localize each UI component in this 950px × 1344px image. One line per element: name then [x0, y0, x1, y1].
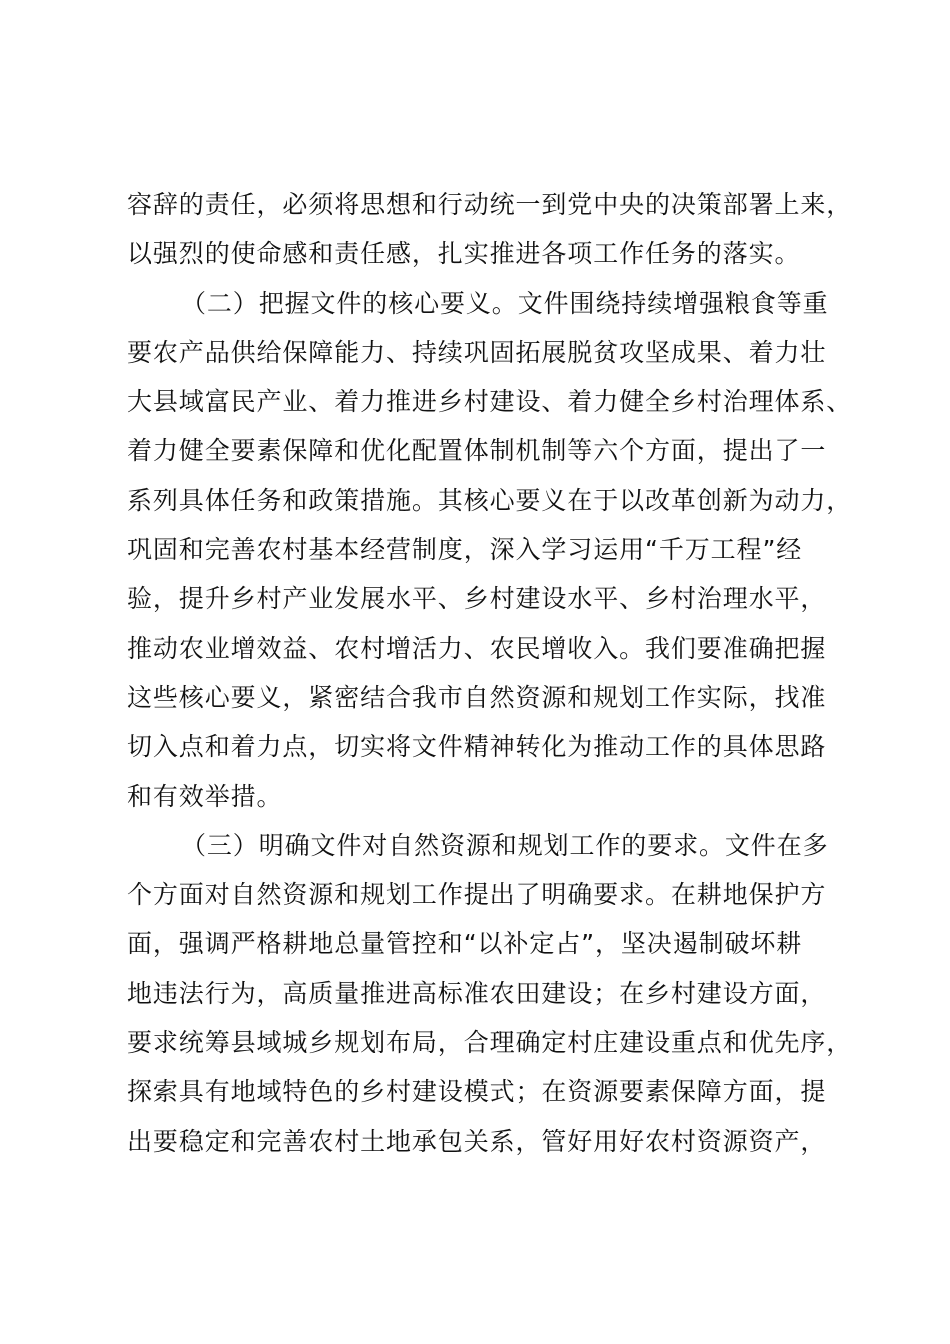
text-line: 要农产品供给保障能力、持续巩固拓展脱贫攻坚成果、着力壮 — [127, 337, 827, 367]
text-line: 着力健全要素保障和优化配置体制机制等六个方面，提出了一 — [127, 436, 827, 466]
section-heading-line: （二）把握文件的核心要义。文件围绕持续增强粮食等重 — [181, 288, 829, 318]
text-line: 地违法行为，高质量推进高标准农田建设；在乡村建设方面， — [127, 978, 827, 1008]
text-line: 面，强调严格耕地总量管控和“以补定占”，坚决遏制破坏耕 — [127, 929, 803, 959]
text-line: 切入点和着力点，切实将文件精神转化为推动工作的具体思路 — [127, 732, 827, 762]
document-body — [127, 180, 853, 1166]
text-line: 以强烈的使命感和责任感，扎实推进各项工作任务的落实。 — [127, 239, 801, 269]
text-line: 要求统筹县域城乡规划布局，合理确定村庄建设重点和优先序， — [127, 1028, 853, 1058]
text-line: 验，提升乡村产业发展水平、乡村建设水平、乡村治理水平， — [127, 584, 827, 614]
text-line: 个方面对自然资源和规划工作提出了明确要求。在耕地保护方 — [127, 880, 827, 910]
text-line: 出要稳定和完善农村土地承包关系，管好用好农村资源资产， — [127, 1126, 827, 1156]
text-line: 和有效举措。 — [127, 781, 283, 811]
text-line: 推动农业增效益、农村增活力、农民增收入。我们要准确把握 — [127, 633, 827, 663]
text-line: 巩固和完善农村基本经营制度，深入学习运用“千万工程”经 — [127, 535, 803, 565]
section-heading-line: （三）明确文件对自然资源和规划工作的要求。文件在多 — [181, 830, 829, 860]
text-line: 大县域富民产业、着力推进乡村建设、着力健全乡村治理体系、 — [127, 387, 853, 417]
text-line: 探索具有地域特色的乡村建设模式；在资源要素保障方面，提 — [127, 1077, 827, 1107]
text-line: 系列具体任务和政策措施。其核心要义在于以改革创新为动力， — [127, 485, 853, 515]
text-line: 这些核心要义，紧密结合我市自然资源和规划工作实际，找准 — [127, 682, 827, 712]
text-line: 容辞的责任，必须将思想和行动统一到党中央的决策部署上来， — [127, 190, 853, 219]
